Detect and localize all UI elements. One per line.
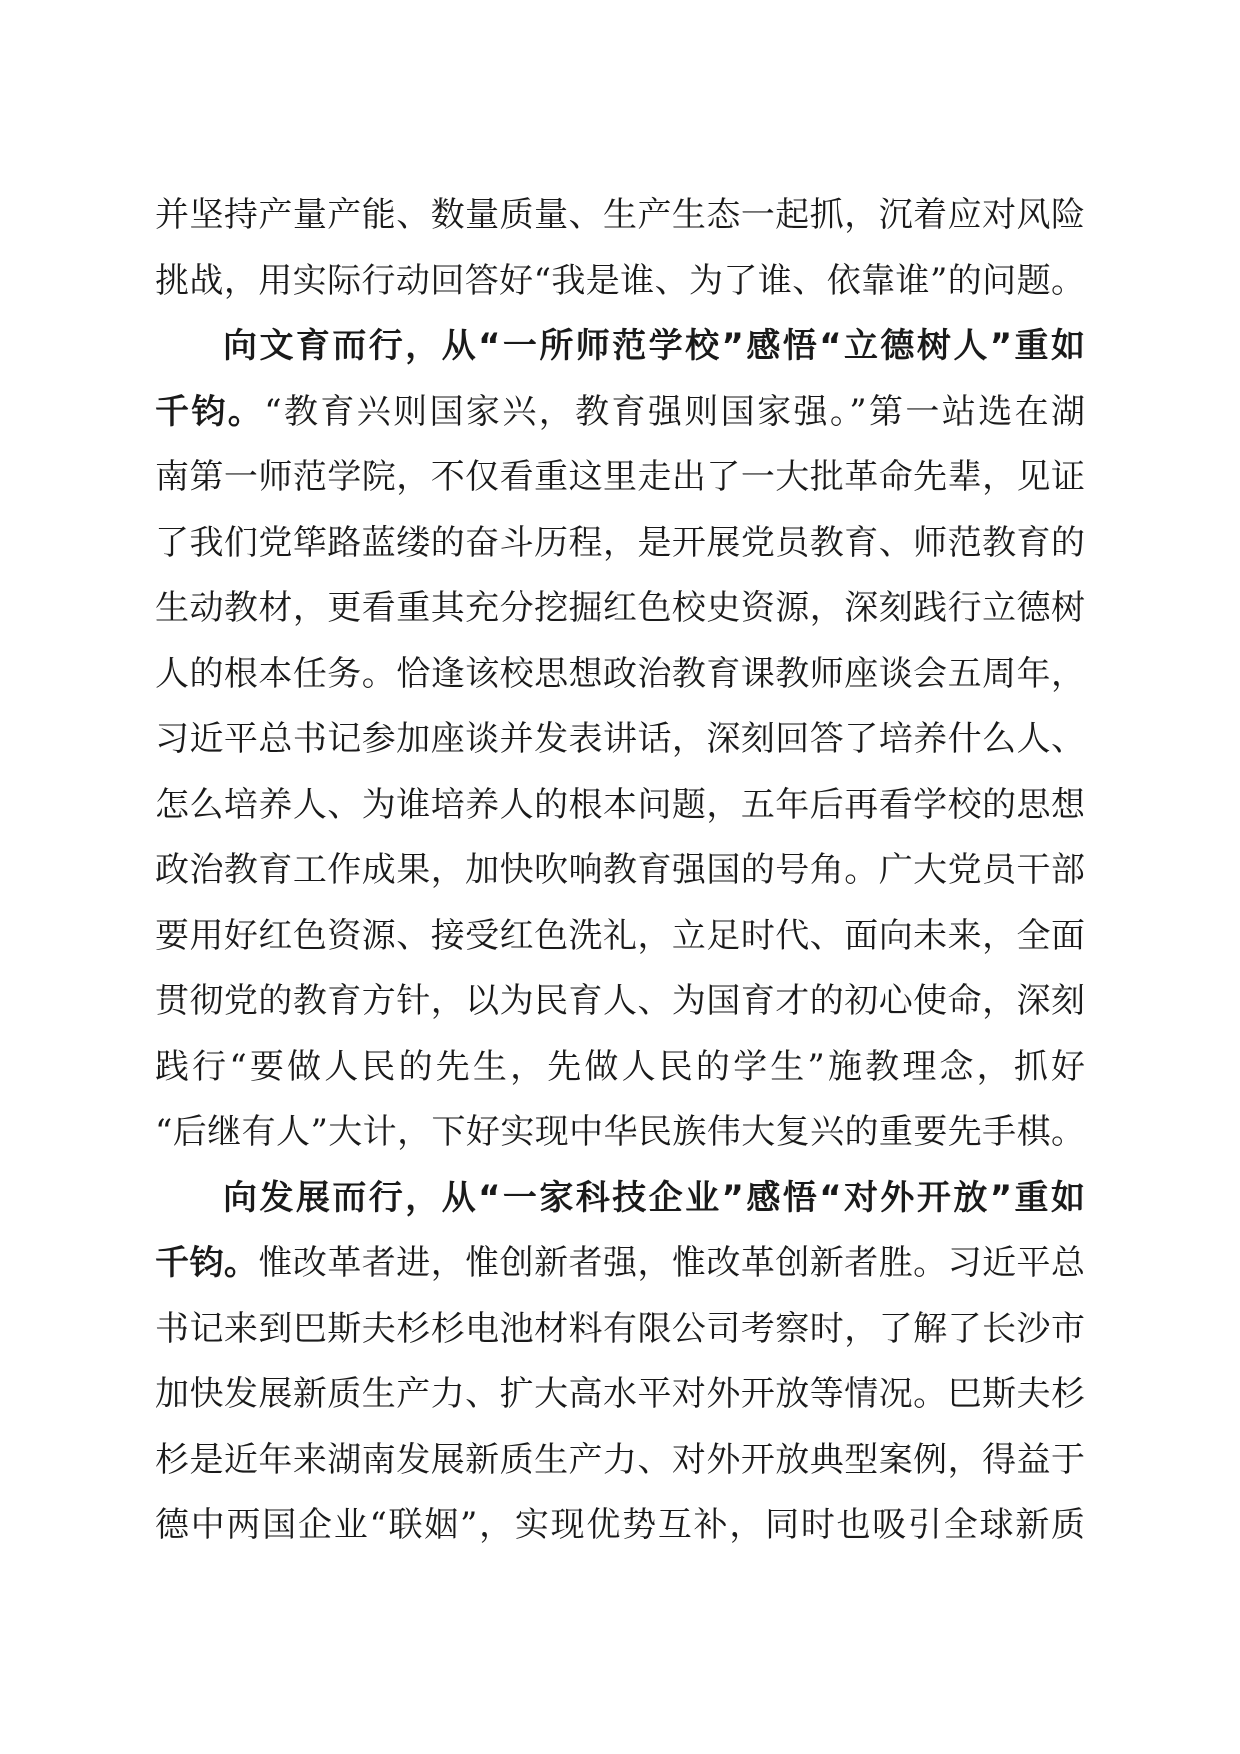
section-heading: 向文育而行，从“一所师范学校”感悟“立德树人”重如	[223, 326, 1088, 366]
text-line: 杉是近年来湖南发展新质生产力、对外开放典型案例，得益于	[155, 1439, 1086, 1480]
text-line: 践行“要做人民的先生，先做人民的学生”施教理念，抓好	[155, 1046, 1089, 1087]
document-body	[155, 183, 1089, 1559]
text-line: 千钧。惟改革者进，惟创新者强，惟改革创新者胜。习近平总	[155, 1243, 1086, 1283]
text-line: 南第一师范学院，不仅看重这里走出了一大批革命先辈，见证	[155, 457, 1086, 497]
text-line: 政治教育工作成果，加快吹响教育强国的号角。广大党员干部	[155, 850, 1086, 890]
text-line: 书记来到巴斯夫杉杉电池材料有限公司考察时，了解了长沙市	[155, 1308, 1086, 1349]
text-line: 贯彻党的教育方针，以为民育人、为国育才的初心使命，深刻	[155, 981, 1086, 1021]
text-line: 千钧。“教育兴则国家兴，教育强则国家强。”第一站选在湖	[155, 391, 1088, 432]
text-line: 挑战，用实际行动回答好“我是谁、为了谁、依靠谁”的问题。	[155, 260, 1086, 301]
text-line: 德中两国企业“联姻”，实现优势互补，同时也吸引全球新质	[155, 1505, 1087, 1545]
text-line: “后继有人”大计，下好实现中华民族伟大复兴的重要先手棋。	[155, 1112, 1086, 1152]
text-line: 并坚持产量产能、数量质量、生产生态一起抓，沉着应对风险	[155, 195, 1086, 235]
text-line: 怎么培养人、为谁培养人的根本问题，五年后再看学校的思想	[155, 784, 1086, 825]
text-line: 人的根本任务。恰逢该校思想政治教育课教师座谈会五周年，	[155, 653, 1086, 694]
text-line: 加快发展新质生产力、扩大高水平对外开放等情况。巴斯夫杉	[155, 1374, 1086, 1414]
text-line: 要用好红色资源、接受红色洗礼，立足时代、面向未来，全面	[155, 915, 1086, 956]
text-line: 生动教材，更看重其充分挖掘红色校史资源，深刻践行立德树	[155, 588, 1086, 628]
text-line: 习近平总书记参加座谈并发表讲话，深刻回答了培养什么人、	[155, 719, 1086, 759]
section-heading: 向发展而行，从“一家科技企业”感悟“对外开放”重如	[223, 1177, 1088, 1218]
text-line: 了我们党筚路蓝缕的奋斗历程，是开展党员教育、师范教育的	[155, 522, 1086, 563]
